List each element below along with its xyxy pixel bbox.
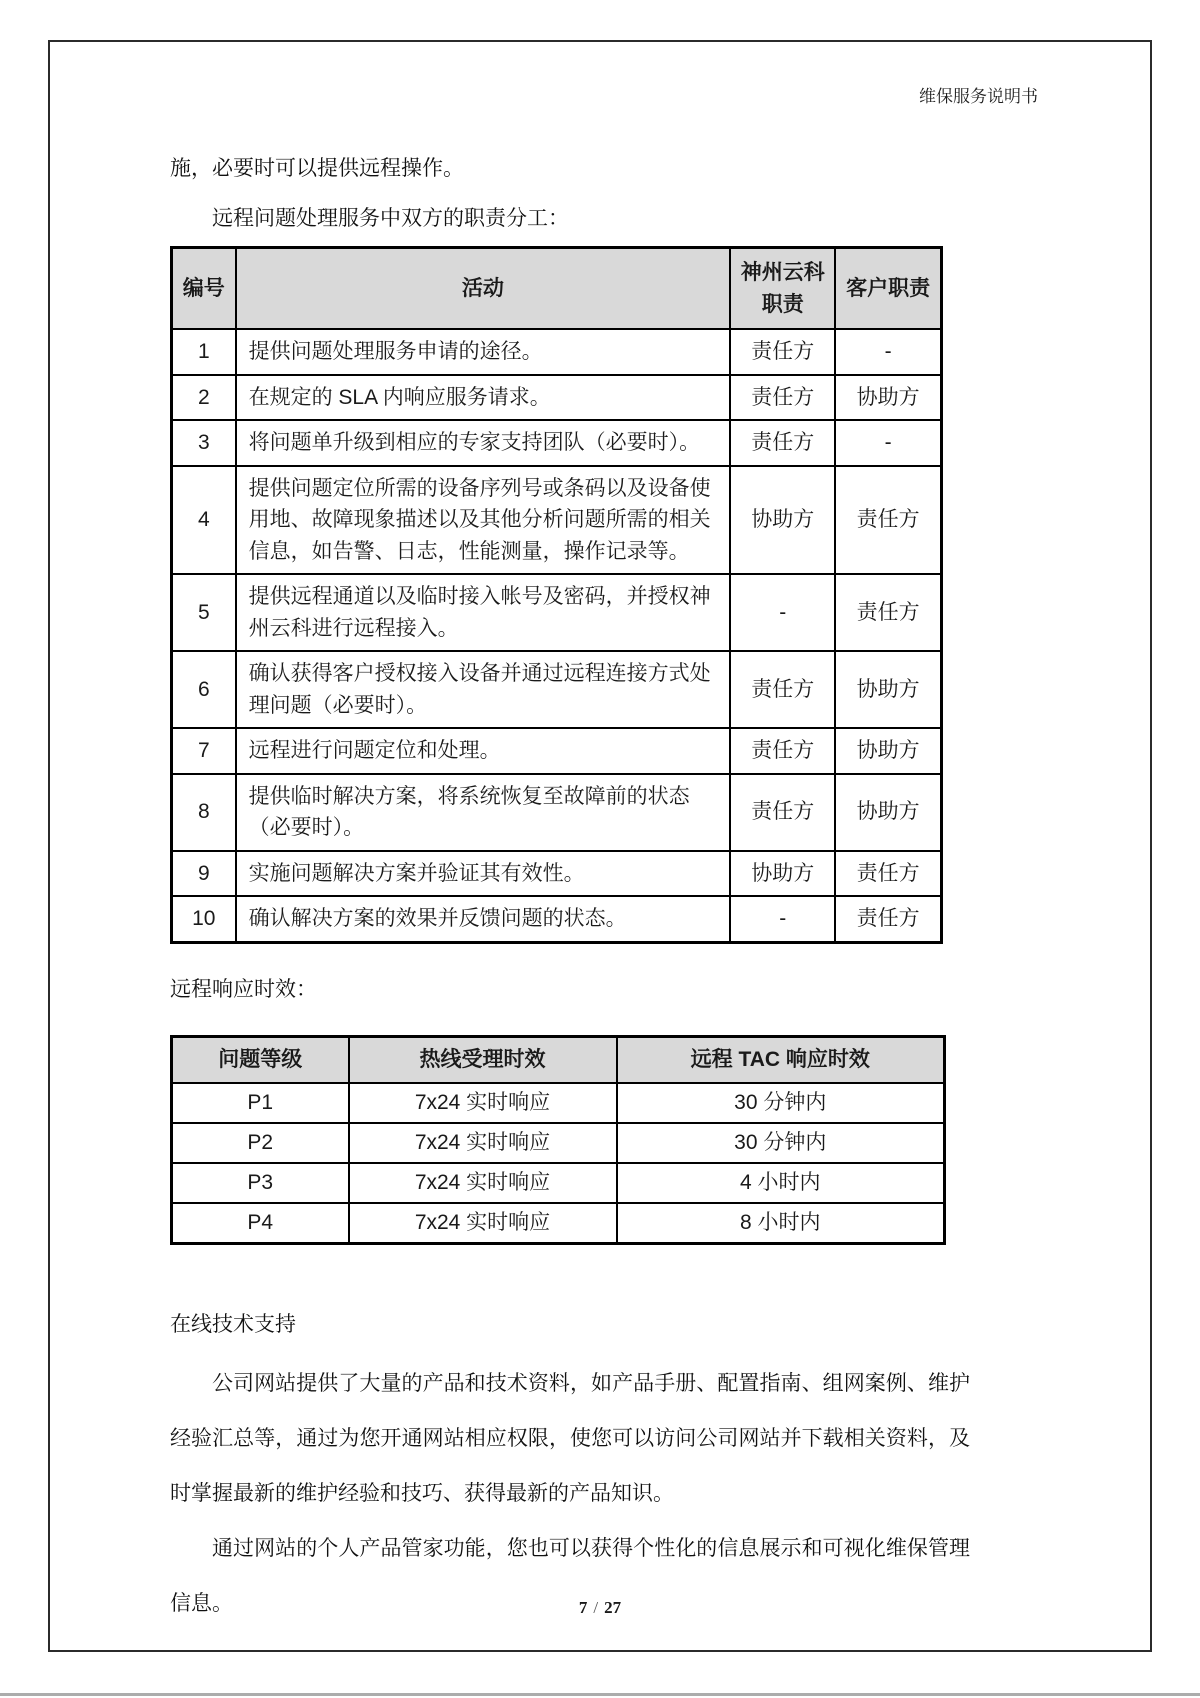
doc-header (50, 82, 1150, 107)
table-cell: 在规定的 SLA 内响应服务请求。 (236, 375, 731, 421)
table-row (172, 466, 942, 575)
table-cell: 9 (172, 851, 236, 897)
col-header-vendor-line1: 神州云科 (740, 261, 825, 284)
table-cell: 将问题单升级到相应的专家支持团队（必要时）。 (236, 420, 731, 466)
table-cell: 协助方 (730, 851, 835, 897)
response-time-table (170, 1035, 946, 1245)
table-cell: 提供远程通道以及临时接入帐号及密码，并授权神州云科进行远程接入。 (236, 574, 731, 651)
table-cell: - (835, 329, 941, 375)
table-cell: 30 分钟内 (617, 1123, 945, 1163)
table-cell: 6 (172, 651, 236, 728)
table-row (172, 1163, 945, 1203)
page-number-total: 27 (604, 1598, 622, 1617)
responsibility-table-body (172, 329, 942, 942)
page-content (170, 153, 970, 1631)
table-cell: P3 (172, 1163, 349, 1203)
table-cell: 提供临时解决方案，将系统恢复至故障前的状态（必要时）。 (236, 774, 731, 851)
table-cell: 责任方 (835, 851, 941, 897)
col-header-hotline: 热线受理时效 (349, 1037, 617, 1083)
table-header-row (172, 248, 942, 330)
support-paragraph-2: 通过网站的个人产品管家功能，您也可以获得个性化的信息展示和可视化维保管理信息。 (170, 1537, 970, 1616)
page-number-separator: / (593, 1598, 599, 1617)
table-cell: - (730, 896, 835, 942)
table-cell: 7x24 实时响应 (349, 1203, 617, 1244)
table-cell: 7x24 实时响应 (349, 1163, 617, 1203)
table-row (172, 896, 942, 942)
table-cell: 协助方 (835, 774, 941, 851)
table-cell: 协助方 (835, 375, 941, 421)
table-header-row (172, 1037, 945, 1083)
table-row (172, 851, 942, 897)
col-header-vendor-line2: 职责 (761, 292, 804, 316)
responsibility-table-header (172, 248, 942, 330)
table-cell: 责任方 (730, 329, 835, 375)
table-cell: 1 (172, 329, 236, 375)
responsibility-table (170, 246, 943, 944)
table-cell: P1 (172, 1083, 349, 1123)
table-cell: 2 (172, 375, 236, 421)
table-row (172, 651, 942, 728)
response-time-table-header (172, 1037, 945, 1083)
remote-response-title: 远程响应时效： (170, 977, 317, 1001)
col-header-tac: 远程 TAC 响应时效 (617, 1037, 945, 1083)
table-cell: 责任方 (730, 728, 835, 774)
table-row (172, 375, 942, 421)
col-header-level: 问题等级 (172, 1037, 349, 1083)
table-cell: 4 小时内 (617, 1163, 945, 1203)
col-header-activity: 活动 (236, 248, 731, 330)
table-cell: 协助方 (835, 728, 941, 774)
bottom-separator (0, 1693, 1200, 1696)
table-cell: 7x24 实时响应 (349, 1083, 617, 1123)
col-header-customer: 客户职责 (835, 248, 941, 330)
intro-line-1: 施，必要时可以提供远程操作。 (170, 157, 464, 180)
table-cell: 远程进行问题定位和处理。 (236, 728, 731, 774)
table-cell: 提供问题处理服务申请的途径。 (236, 329, 731, 375)
table-cell: 确认解决方案的效果并反馈问题的状态。 (236, 896, 731, 942)
table-row (172, 420, 942, 466)
table-cell: 7 (172, 728, 236, 774)
table-cell: 8 (172, 774, 236, 851)
table-cell: 30 分钟内 (617, 1083, 945, 1123)
table-cell: 协助方 (730, 466, 835, 575)
page-frame (48, 40, 1152, 1652)
table-row (172, 1203, 945, 1244)
col-header-no: 编号 (172, 248, 236, 330)
intro-line-2: 远程问题处理服务中双方的职责分工： (212, 206, 569, 230)
table-cell: 协助方 (835, 651, 941, 728)
table-cell: 责任方 (730, 420, 835, 466)
table-cell: - (730, 574, 835, 651)
table-cell: 10 (172, 896, 236, 942)
table-cell: 实施问题解决方案并验证其有效性。 (236, 851, 731, 897)
table-cell: P4 (172, 1203, 349, 1244)
table-cell: 3 (172, 420, 236, 466)
page-number-current: 7 (578, 1598, 588, 1617)
table-cell: 7x24 实时响应 (349, 1123, 617, 1163)
table-cell: 责任方 (835, 466, 941, 575)
page-footer (50, 1598, 1150, 1618)
table-row (172, 1083, 945, 1123)
table-row (172, 1123, 945, 1163)
table-cell: 责任方 (835, 574, 941, 651)
table-cell: 确认获得客户授权接入设备并通过远程连接方式处理问题（必要时）。 (236, 651, 731, 728)
table-cell: 5 (172, 574, 236, 651)
table-row (172, 329, 942, 375)
table-cell: - (835, 420, 941, 466)
online-support-title: 在线技术支持 (170, 1312, 296, 1336)
table-cell: 责任方 (730, 375, 835, 421)
table-cell: 提供问题定位所需的设备序列号或条码以及设备使用地、故障现象描述以及其他分析问题所需的相关信息，如告警、日志，性能测量，操作记录等。 (236, 466, 731, 575)
col-header-vendor (730, 248, 835, 330)
table-cell: P2 (172, 1123, 349, 1163)
table-cell: 责任方 (730, 774, 835, 851)
table-cell: 8 小时内 (617, 1203, 945, 1244)
table-cell: 责任方 (730, 651, 835, 728)
doc-header-title: 维保服务说明书 (919, 87, 1038, 106)
table-cell: 责任方 (835, 896, 941, 942)
response-time-table-body (172, 1083, 945, 1244)
support-paragraph-1: 公司网站提供了大量的产品和技术资料，如产品手册、配置指南、组网案例、维护经验汇总等，通过为您开通网站相应权限，使您可以访问公司网站并下载相关资料，及时掌握最新的维护经验和技巧、获得最新的产品知识。 (170, 1372, 970, 1506)
table-row (172, 574, 942, 651)
table-cell: 4 (172, 466, 236, 575)
table-row (172, 728, 942, 774)
table-row (172, 774, 942, 851)
